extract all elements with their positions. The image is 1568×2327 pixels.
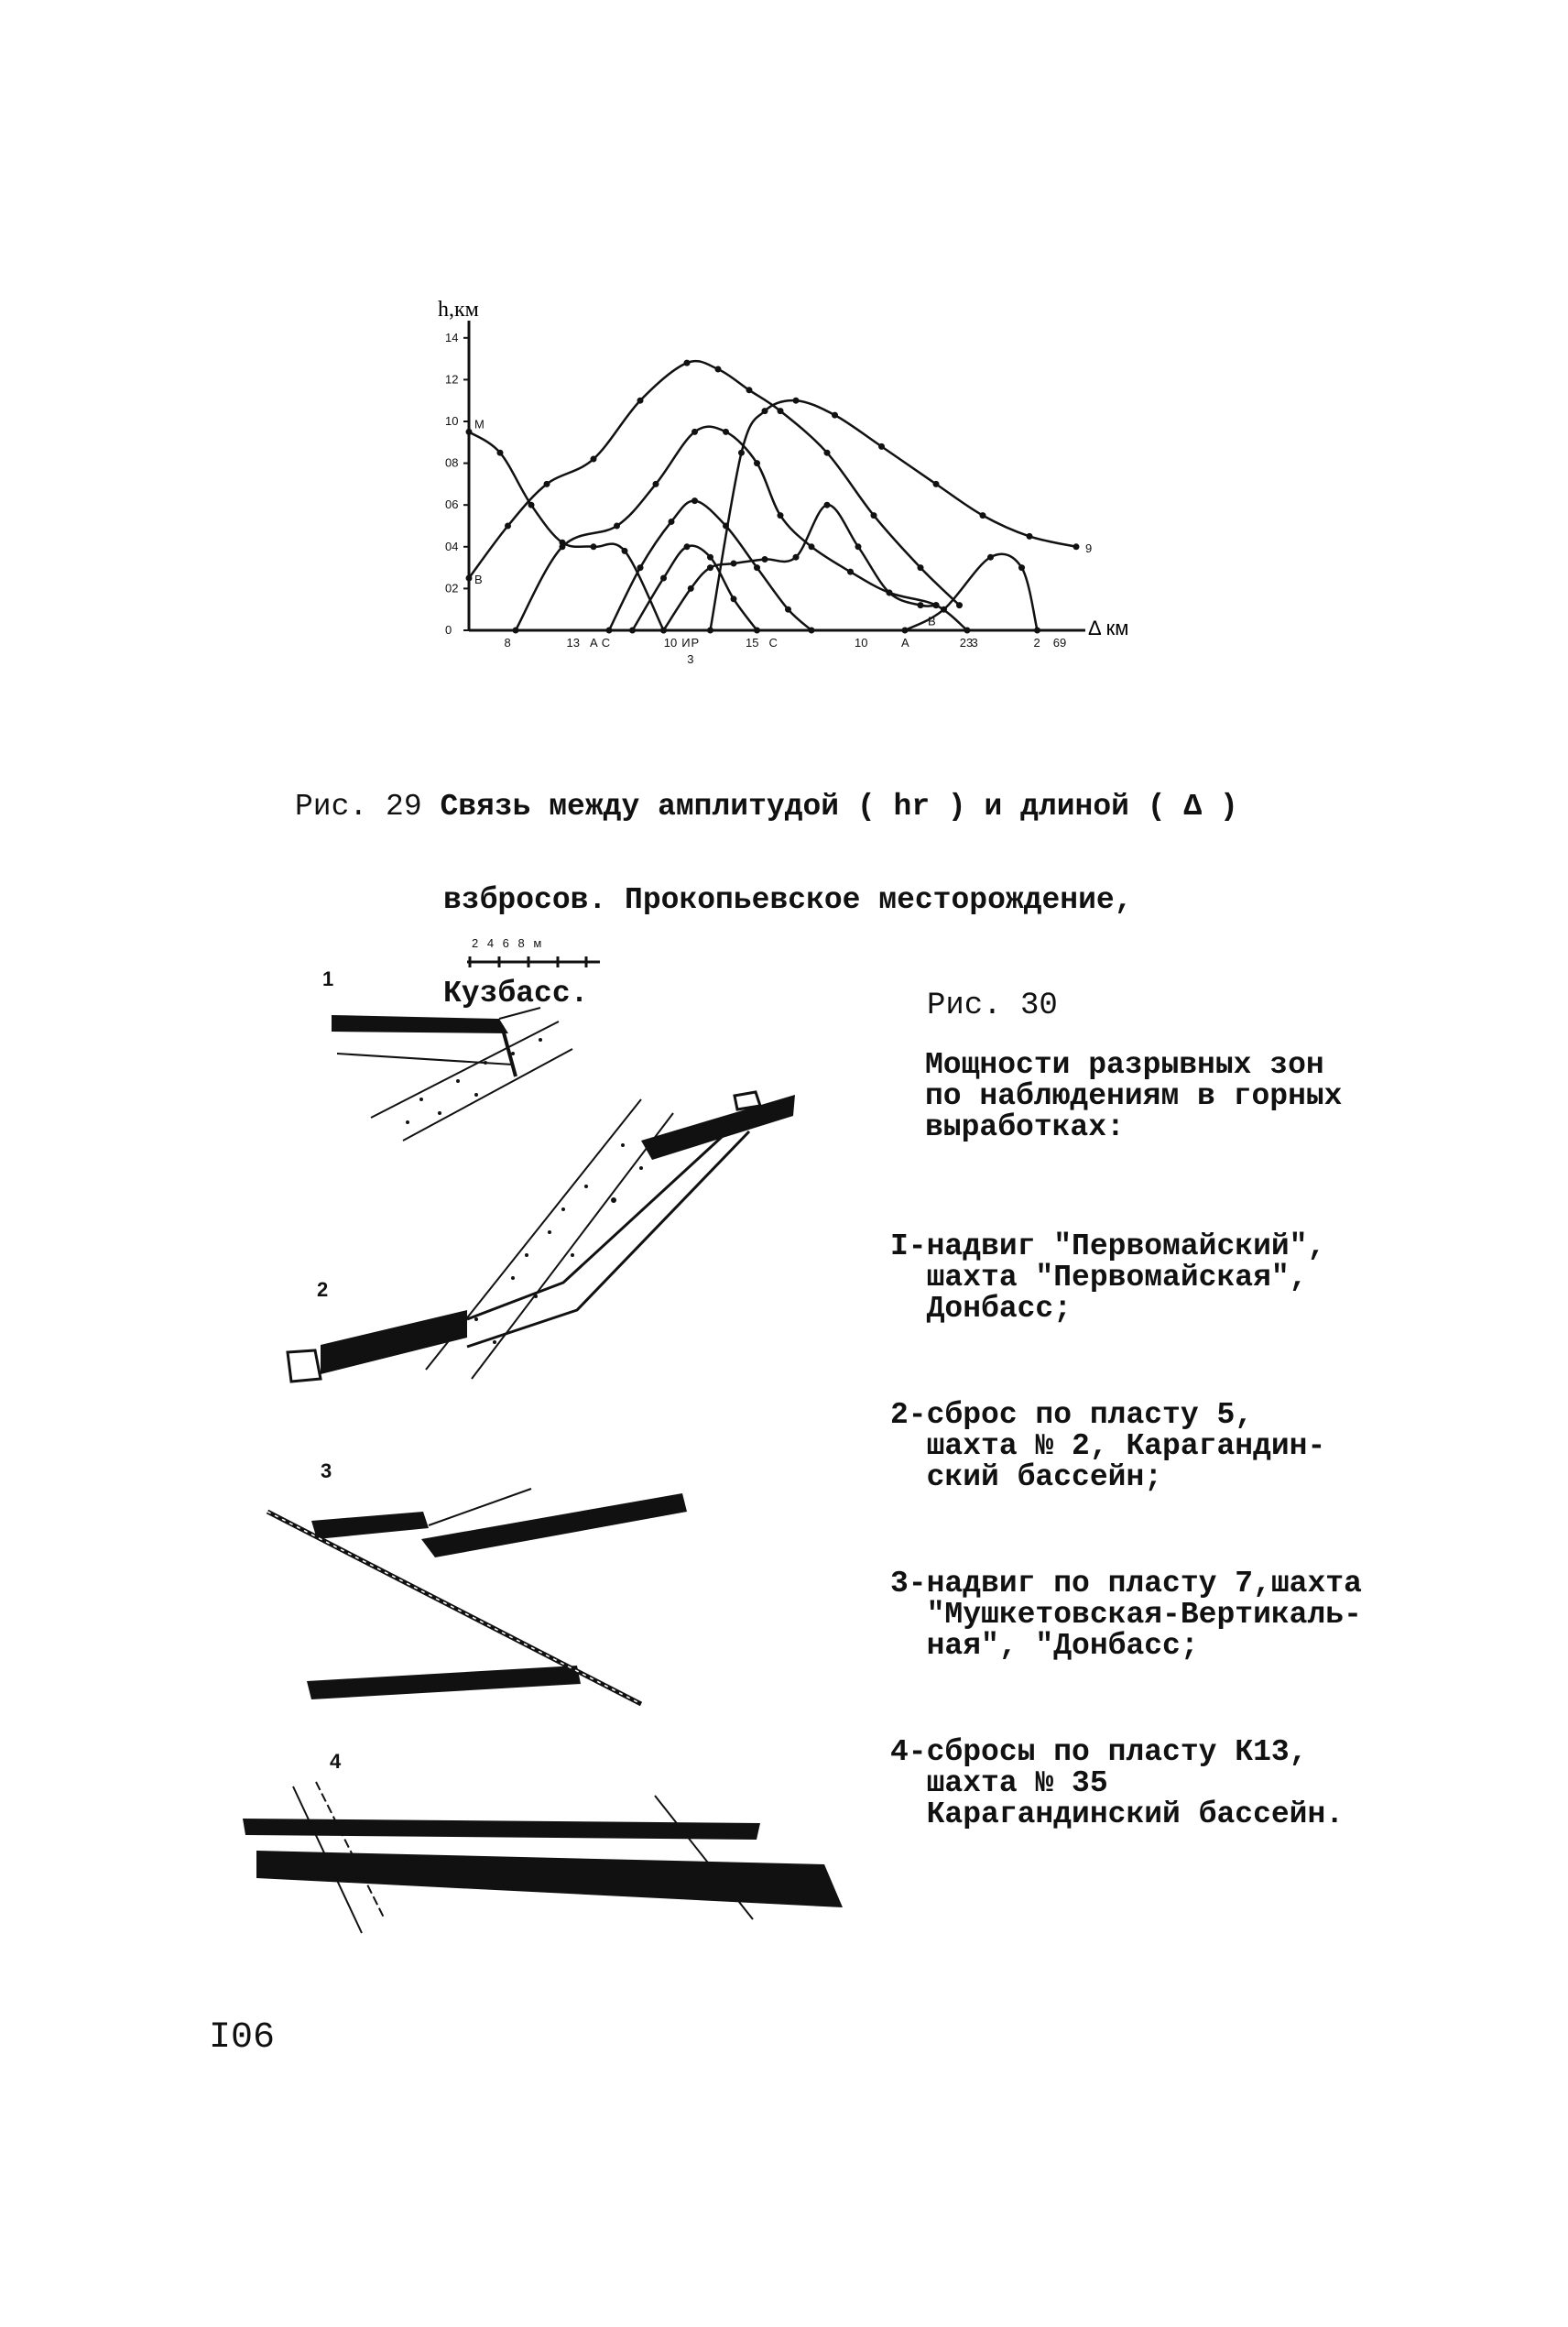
legend-item-1: I-надвиг "Первомайский", шахта "Первомайская", Донбасс;: [890, 1229, 1326, 1326]
data-point: [824, 502, 831, 508]
x-tick-label: 3: [687, 652, 694, 666]
figure-30-label: Рис. 30: [927, 989, 1058, 1023]
x-tick-labels: [505, 636, 1067, 666]
x-tick-label: 8: [504, 636, 511, 650]
data-point: [707, 554, 713, 561]
data-point: [964, 628, 971, 634]
figure-29-caption-line3: Кузбасс.: [443, 977, 589, 1011]
x-tick-label: 13: [566, 636, 580, 650]
series-line-h3: [633, 546, 757, 630]
data-point: [723, 523, 729, 530]
y-tick-label: 10: [445, 414, 459, 428]
data-point: [731, 561, 737, 567]
data-point: [707, 564, 713, 571]
x-tick-label: 3: [971, 636, 978, 650]
y-tick-label: 14: [445, 330, 459, 344]
x-axis-label: Δ км: [1088, 617, 1129, 639]
data-point: [762, 556, 768, 563]
figure-29-caption-line1: Связь между амплитудой ( hr ) и длиной ( Δ ): [440, 790, 1238, 824]
data-point: [847, 569, 854, 575]
series-end-label: В: [474, 573, 483, 586]
data-point: [746, 387, 753, 393]
data-point: [762, 408, 768, 414]
data-point: [560, 543, 566, 550]
data-point: [785, 606, 791, 613]
series-end-label: М: [474, 417, 485, 432]
legend-item-3: 3-надвиг по пласту 7,шахта "Мушкетовская-Вертикаль- ная", "Донбасс;: [890, 1567, 1362, 1663]
data-point: [723, 429, 729, 435]
figure-29-label: Рис. 29: [295, 790, 422, 824]
legend-item-4: 4-сбросы по пласту К13, шахта № 35 Карагандинский бассейн.: [890, 1735, 1345, 1831]
series-line-h4: [664, 505, 937, 630]
data-point: [1018, 564, 1025, 571]
figure-30-intro: Мощности разрывных зон по наблюдениям в горных выработках:: [925, 1048, 1343, 1144]
data-point: [933, 481, 940, 487]
data-point: [793, 398, 800, 404]
series-end-label: 9: [1085, 541, 1093, 555]
data-point: [707, 628, 713, 634]
series-line-В: [469, 361, 960, 606]
data-point: [1073, 543, 1080, 550]
data-point: [691, 497, 698, 504]
sketch-4-faults: [243, 1782, 843, 1933]
data-point: [793, 554, 800, 561]
data-point: [505, 523, 511, 530]
y-tick-labels: [445, 331, 469, 637]
x-tick-label: С: [601, 636, 611, 650]
x-tick-label: А: [901, 636, 909, 650]
fault-zone-sketches: [243, 956, 843, 1933]
series-end-label: В: [928, 614, 936, 628]
data-point: [660, 628, 667, 634]
data-point: [809, 628, 815, 634]
data-point: [832, 412, 838, 419]
data-point: [660, 575, 667, 582]
x-tick-label: 23: [959, 636, 974, 650]
data-point: [669, 519, 675, 525]
data-point: [497, 450, 504, 456]
data-point: [684, 360, 691, 366]
y-tick-label: 04: [445, 539, 459, 553]
y-tick-label: 0: [445, 623, 452, 637]
data-point: [824, 450, 831, 456]
data-point: [778, 408, 784, 414]
data-point: [878, 443, 885, 450]
y-tick-label: 12: [445, 372, 459, 387]
legend-item-2: 2-сброс по пласту 5, шахта № 2, Карагандин- ский бассейн;: [890, 1398, 1326, 1494]
y-axis-label: h,км: [438, 298, 479, 322]
data-point: [918, 564, 924, 571]
figure-29-caption-line2: взбросов. Прокопьевское месторождение,: [443, 883, 1133, 917]
x-tick-label: 10: [855, 636, 868, 650]
data-series: [466, 360, 1093, 634]
x-tick-label: С: [768, 636, 778, 650]
data-point: [637, 564, 644, 571]
data-point: [980, 512, 986, 519]
data-point: [691, 429, 698, 435]
x-tick-label: 10: [663, 636, 678, 650]
data-point: [715, 366, 722, 373]
data-point: [591, 543, 597, 550]
x-tick-label: Р: [691, 636, 700, 650]
data-point: [887, 589, 893, 595]
x-tick-label: И: [681, 636, 691, 650]
data-point: [738, 450, 745, 456]
data-point: [809, 543, 815, 550]
data-point: [754, 564, 760, 571]
sketch-2-fault: [288, 1092, 795, 1382]
data-point: [466, 575, 473, 582]
data-point: [871, 512, 877, 519]
page-number: I06: [209, 2017, 276, 2059]
figure-29-caption: [295, 729, 1238, 1041]
data-point: [606, 628, 613, 634]
data-point: [653, 481, 659, 487]
data-point: [614, 523, 620, 530]
amplitude-length-chart: [438, 298, 1128, 666]
series-line-h5: [905, 554, 1038, 630]
sketch-3-thrust: [267, 1489, 687, 1704]
data-point: [754, 460, 760, 466]
y-tick-label: 06: [445, 497, 459, 512]
data-point: [637, 398, 644, 404]
data-point: [956, 602, 963, 608]
data-point: [622, 548, 628, 554]
sketch-label-4: 4: [330, 1750, 342, 1773]
data-point: [1034, 628, 1040, 634]
sketch-label-1: 1: [322, 967, 334, 990]
y-tick-label: 02: [445, 581, 459, 595]
x-tick-label: 69: [1052, 636, 1067, 650]
sketch-label-2: 2: [317, 1278, 329, 1301]
data-point: [778, 512, 784, 519]
data-point: [933, 602, 940, 608]
data-point: [684, 543, 691, 550]
data-point: [918, 602, 924, 608]
data-point: [544, 481, 550, 487]
series-line-М: [469, 432, 664, 630]
x-tick-label: А: [590, 636, 598, 650]
data-point: [1027, 533, 1033, 540]
data-point: [754, 628, 760, 634]
data-point: [731, 595, 737, 602]
data-point: [688, 585, 694, 592]
figure-30-legend: [890, 1156, 1362, 1862]
data-point: [902, 628, 909, 634]
sketch-label-3: 3: [321, 1459, 332, 1482]
y-tick-label: 08: [445, 455, 459, 470]
data-point: [629, 628, 636, 634]
data-point: [941, 606, 947, 613]
scale-bar-label: 2 4 6 8 м: [472, 936, 545, 950]
data-point: [591, 456, 597, 463]
x-tick-label: 2: [1033, 636, 1040, 650]
data-point: [987, 554, 994, 561]
x-tick-label: 15: [746, 636, 759, 650]
data-point: [513, 628, 519, 634]
data-point: [855, 543, 862, 550]
data-point: [466, 429, 473, 435]
